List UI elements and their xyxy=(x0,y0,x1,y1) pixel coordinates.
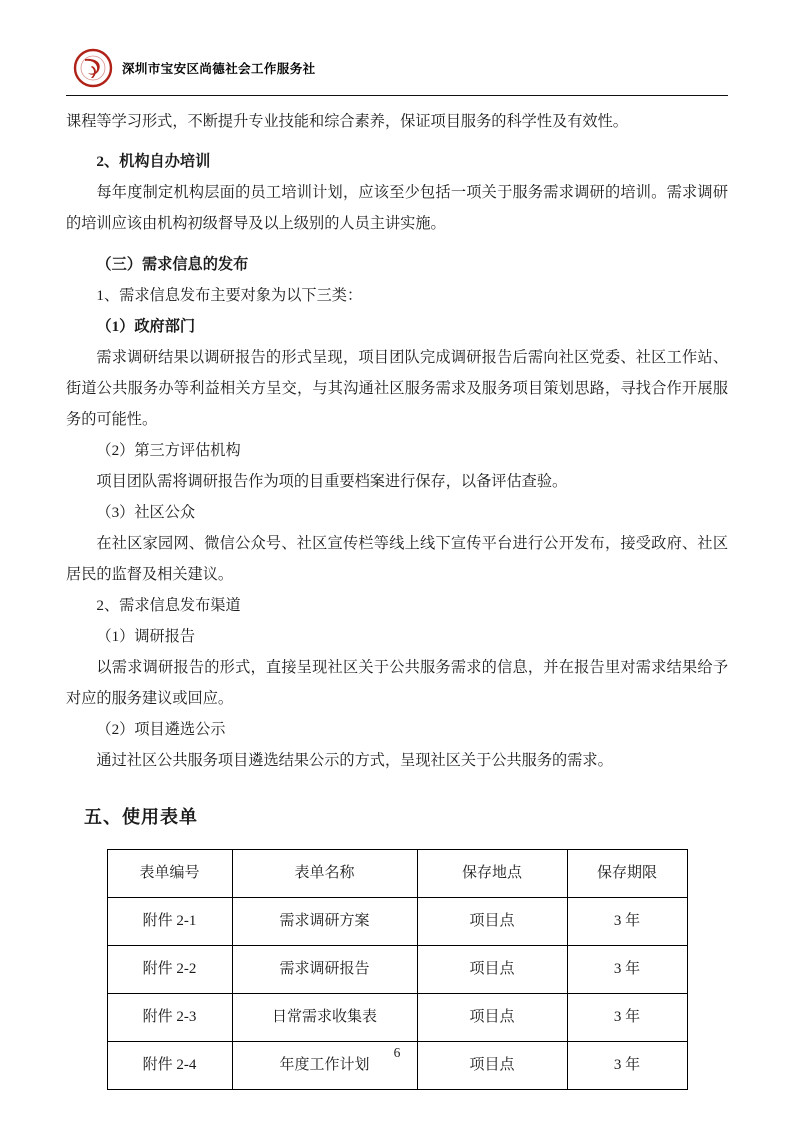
table-header-row xyxy=(107,850,687,898)
column-header-retention: 保存期限 xyxy=(567,850,687,898)
header-divider xyxy=(66,95,728,96)
page-footer xyxy=(0,1045,794,1061)
cell-retention: 3 年 xyxy=(567,994,687,1042)
cell-retention: 3 年 xyxy=(567,1042,687,1090)
document-body xyxy=(66,106,728,1090)
heading-sub-1-3: （3）社区公众 xyxy=(96,504,196,521)
column-header-storage-place: 保存地点 xyxy=(417,850,567,898)
cell-storage-place: 项目点 xyxy=(417,1042,567,1090)
paragraph-sub-1-2-body: 项目团队需将调研报告作为项的目重要档案进行保存，以备评估查验。 xyxy=(96,473,568,490)
paragraph-sub-2-2-body: 通过社区公共服务项目遴选结果公示的方式，呈现社区关于公共服务的需求。 xyxy=(96,752,613,769)
cell-storage-place: 项目点 xyxy=(417,898,567,946)
cell-form-name: 需求调研报告 xyxy=(232,946,417,994)
heading-sub-1-2: （2）第三方评估机构 xyxy=(96,442,241,459)
heading-sub-1: 1、需求信息发布主要对象为以下三类： xyxy=(96,287,363,304)
seal-logo-icon xyxy=(72,47,114,89)
heading-item-2: 2、机构自办培训 xyxy=(96,153,211,170)
paragraph-item-2-body: 每年度制定机构层面的员工培训计划，应该至少包括一项关于服务需求调研的培训。需求调研的培训应该由机构初级督导及以上级别的人员主讲实施。 xyxy=(66,184,728,232)
cell-retention: 3 年 xyxy=(567,898,687,946)
cell-form-no: 附件 2-2 xyxy=(107,946,232,994)
cell-storage-place: 项目点 xyxy=(417,994,567,1042)
cell-form-no: 附件 2-3 xyxy=(107,994,232,1042)
column-header-form-name: 表单名称 xyxy=(232,850,417,898)
paragraph-sub-2-1-body: 以需求调研报告的形式，直接呈现社区关于公共服务需求的信息，并在报告里对需求结果给予对应的服务建议或回应。 xyxy=(66,659,728,707)
heading-section-five: 五、使用表单 xyxy=(84,807,198,827)
heading-sub-2-1: （1）调研报告 xyxy=(96,628,196,645)
paragraph-sub-1-3-body: 在社区家园网、微信公众号、社区宣传栏等线上线下宣传平台进行公开发布，接受政府、社区居民的监督及相关建议。 xyxy=(66,535,728,583)
heading-sub-2: 2、需求信息发布渠道 xyxy=(96,597,241,614)
table-row xyxy=(107,994,687,1042)
cell-form-no: 附件 2-4 xyxy=(107,1042,232,1090)
table-row xyxy=(107,898,687,946)
page-header xyxy=(66,44,728,92)
cell-form-no: 附件 2-1 xyxy=(107,898,232,946)
heading-sub-1-1: （1）政府部门 xyxy=(96,318,196,335)
cell-form-name: 需求调研方案 xyxy=(232,898,417,946)
cell-storage-place: 项目点 xyxy=(417,946,567,994)
heading-section-three: （三）需求信息的发布 xyxy=(96,256,249,273)
cell-form-name: 年度工作计划 xyxy=(232,1042,417,1090)
cell-form-name: 日常需求收集表 xyxy=(232,994,417,1042)
page-number: 6 xyxy=(393,1045,401,1060)
column-header-form-no: 表单编号 xyxy=(107,850,232,898)
cell-retention: 3 年 xyxy=(567,946,687,994)
organization-name: 深圳市宝安区尚德社会工作服务社 xyxy=(122,62,316,76)
paragraph-sub-1-1-body: 需求调研结果以调研报告的形式呈现，项目团队完成调研报告后需向社区党委、社区工作站、街道公共服务办等利益相关方呈交，与其沟通社区服务需求及服务项目策划思路，寻找合作开展服务的可能性。 xyxy=(66,349,728,428)
paragraph-continued: 课程等学习形式，不断提升专业技能和综合素养，保证项目服务的科学性及有效性。 xyxy=(66,113,628,130)
table-row xyxy=(107,946,687,994)
heading-sub-2-2: （2）项目遴选公示 xyxy=(96,721,226,738)
